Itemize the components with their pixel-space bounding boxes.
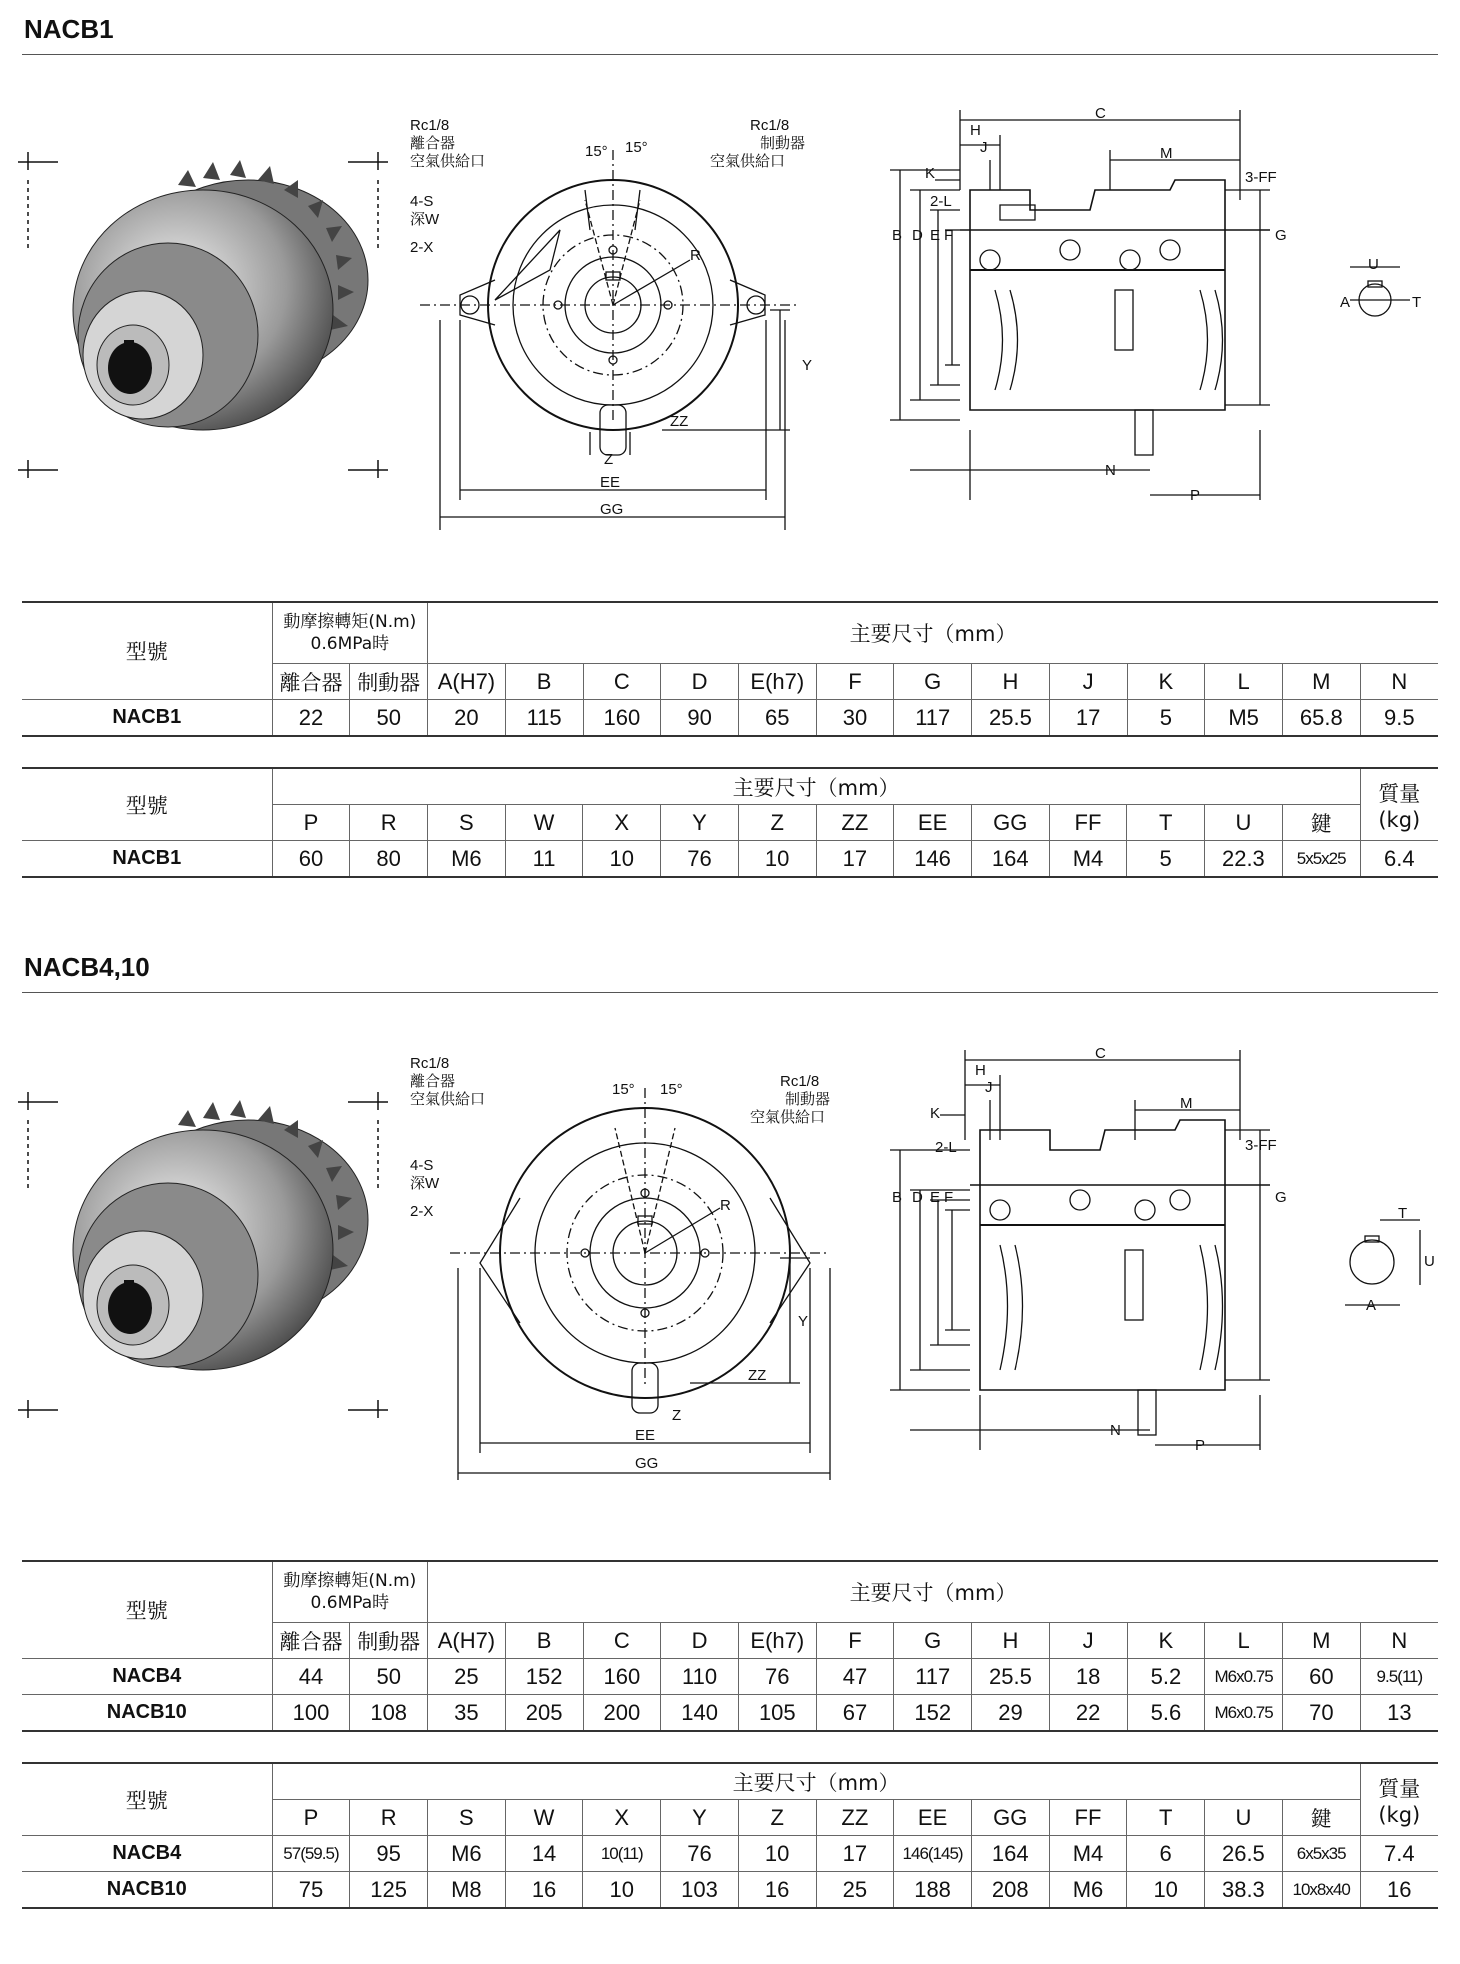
- table-cell: 22.3: [1205, 841, 1283, 878]
- table-cell: 57(59.5): [272, 1836, 350, 1872]
- product-photo: [18, 1080, 388, 1420]
- column-header: S: [428, 1800, 506, 1836]
- table-cell: 76: [738, 1659, 816, 1695]
- table-cell: 20: [428, 700, 506, 737]
- table-cell: 9.5(11): [1360, 1659, 1438, 1695]
- svg-text:Rc1/8: Rc1/8: [410, 117, 450, 134]
- svg-text:空氣供給口: 空氣供給口: [750, 1109, 826, 1126]
- model-cell: NACB1: [22, 841, 272, 878]
- table-cell: 10: [583, 841, 661, 878]
- column-header: G: [894, 1623, 972, 1659]
- model-header: 型號: [22, 768, 272, 841]
- table-cell: 25: [428, 1659, 506, 1695]
- table-cell: 5: [1127, 841, 1205, 878]
- svg-text:ZZ: ZZ: [670, 413, 689, 430]
- column-header: 鍵: [1282, 1800, 1360, 1836]
- svg-text:A: A: [1366, 1297, 1377, 1314]
- column-header: R: [350, 1800, 428, 1836]
- table-cell: 208: [971, 1872, 1049, 1909]
- column-header: E(h7): [738, 664, 816, 700]
- table-cell: 10: [1127, 1872, 1205, 1909]
- table-cell: 10: [738, 841, 816, 878]
- column-header: R: [350, 805, 428, 841]
- section-title: NACB4,10: [24, 952, 150, 982]
- table-cell: 22: [1049, 1695, 1127, 1732]
- table-cell: 140: [661, 1695, 739, 1732]
- table-cell: 160: [583, 700, 661, 737]
- svg-text:15°: 15°: [660, 1081, 683, 1098]
- front-view-drawing: [410, 117, 840, 520]
- svg-text:4-S: 4-S: [410, 193, 434, 210]
- table-cell: 16: [1360, 1872, 1438, 1909]
- section-divider: [22, 54, 1438, 55]
- column-header: J: [1049, 664, 1127, 700]
- section-title: NACB1: [24, 14, 114, 44]
- column-header: N: [1360, 1623, 1438, 1659]
- table-cell: 117: [894, 1659, 972, 1695]
- svg-text:空氣供給口: 空氣供給口: [710, 153, 786, 170]
- table-cell: M6: [428, 841, 506, 878]
- spec-table-torque: [22, 601, 1438, 737]
- shaft-key-detail: [1320, 1190, 1440, 1330]
- svg-text:Rc1/8: Rc1/8: [780, 1073, 820, 1090]
- column-header: 離合器: [272, 1623, 350, 1659]
- column-header: L: [1205, 664, 1283, 700]
- table-cell: 30: [816, 700, 894, 737]
- svg-text:ZZ: ZZ: [748, 1367, 767, 1384]
- column-header: M: [1282, 664, 1360, 700]
- table-cell: 47: [816, 1659, 894, 1695]
- column-header: ZZ: [816, 805, 894, 841]
- table-cell: 10: [738, 1836, 816, 1872]
- svg-text:E: E: [930, 1189, 941, 1206]
- table-cell: 5: [1127, 700, 1205, 737]
- table-cell: 10x8x40: [1282, 1872, 1360, 1909]
- svg-text:F: F: [944, 227, 954, 244]
- table-cell: M5: [1205, 700, 1283, 737]
- table-cell: 25: [816, 1872, 894, 1909]
- svg-text:H: H: [975, 1062, 986, 1079]
- model-header: 型號: [22, 1561, 272, 1659]
- svg-text:Y: Y: [802, 357, 813, 374]
- table-cell: 164: [971, 841, 1049, 878]
- svg-text:GG: GG: [600, 501, 624, 518]
- table-cell: 70: [1282, 1695, 1360, 1732]
- svg-text:U: U: [1424, 1253, 1435, 1270]
- table-row: [22, 700, 1438, 737]
- table-cell: 44: [272, 1659, 350, 1695]
- svg-text:B: B: [892, 1189, 903, 1206]
- table-cell: 160: [583, 1659, 661, 1695]
- table-cell: 18: [1049, 1659, 1127, 1695]
- column-header: F: [816, 664, 894, 700]
- table-cell: 110: [661, 1659, 739, 1695]
- torque-header: 動摩擦轉矩(N.m) 0.6MPa時: [272, 602, 427, 664]
- svg-text:離合器: 離合器: [410, 1073, 456, 1090]
- table-cell: M8: [428, 1872, 506, 1909]
- dimensions-header: 主要尺寸（mm）: [428, 602, 1438, 664]
- table-cell: 13: [1360, 1695, 1438, 1732]
- side-section-drawing: [870, 105, 1300, 504]
- column-header: A(H7): [428, 664, 506, 700]
- mass-header: 質量 (kg): [1360, 768, 1438, 841]
- svg-text:U: U: [1368, 256, 1379, 273]
- model-cell: NACB10: [22, 1695, 272, 1732]
- section-divider: [22, 992, 1438, 993]
- svg-text:EE: EE: [600, 474, 621, 491]
- table-cell: 75: [272, 1872, 350, 1909]
- svg-text:4-S: 4-S: [410, 1157, 434, 1174]
- column-header: C: [583, 664, 661, 700]
- svg-text:空氣供給口: 空氣供給口: [410, 1091, 486, 1108]
- side-section-drawing: [870, 1045, 1300, 1454]
- svg-text:F: F: [944, 1189, 954, 1206]
- table-cell: 50: [350, 1659, 428, 1695]
- table-cell: 17: [816, 1836, 894, 1872]
- svg-text:J: J: [980, 139, 988, 156]
- table-cell: 25.5: [972, 700, 1050, 737]
- svg-text:G: G: [1275, 1189, 1287, 1206]
- table-cell: 76: [661, 1836, 739, 1872]
- table-cell: 152: [505, 1659, 583, 1695]
- svg-text:15°: 15°: [585, 143, 608, 160]
- model-header: 型號: [22, 602, 272, 700]
- table-cell: 105: [738, 1695, 816, 1732]
- svg-text:N: N: [1110, 1422, 1121, 1439]
- table-cell: 200: [583, 1695, 661, 1732]
- table-cell: 7.4: [1360, 1836, 1438, 1872]
- svg-text:T: T: [1398, 1205, 1408, 1222]
- table-cell: 38.3: [1205, 1872, 1283, 1909]
- svg-text:2-L: 2-L: [930, 193, 952, 210]
- svg-text:深W: 深W: [410, 211, 440, 228]
- table-row: [22, 841, 1438, 878]
- column-header: A(H7): [428, 1623, 506, 1659]
- column-header: L: [1205, 1623, 1283, 1659]
- table-cell: 65.8: [1282, 700, 1360, 737]
- table-row: [22, 1836, 1438, 1872]
- svg-text:A: A: [1340, 294, 1351, 311]
- column-header: D: [661, 664, 739, 700]
- model-cell: NACB4: [22, 1836, 272, 1872]
- table-cell: 29: [972, 1695, 1050, 1732]
- column-header: GG: [971, 1800, 1049, 1836]
- table-cell: 146: [894, 841, 972, 878]
- svg-text:N: N: [1105, 462, 1116, 479]
- torque-header: 動摩擦轉矩(N.m) 0.6MPa時: [272, 1561, 427, 1623]
- svg-text:EE: EE: [635, 1427, 656, 1444]
- svg-text:G: G: [1275, 227, 1287, 244]
- table-cell: M6x0.75: [1205, 1659, 1283, 1695]
- column-header: G: [894, 664, 972, 700]
- column-header: Y: [661, 805, 739, 841]
- column-header: U: [1205, 805, 1283, 841]
- column-header: EE: [894, 1800, 972, 1836]
- product-photo: [18, 140, 388, 480]
- svg-text:E: E: [930, 227, 941, 244]
- svg-text:Z: Z: [604, 451, 614, 468]
- column-header: Y: [661, 1800, 739, 1836]
- table-cell: 6: [1127, 1836, 1205, 1872]
- table-cell: M4: [1049, 1836, 1127, 1872]
- svg-text:Y: Y: [798, 1313, 809, 1330]
- svg-text:D: D: [912, 227, 923, 244]
- table-cell: M4: [1049, 841, 1127, 878]
- table-cell: M6x0.75: [1205, 1695, 1283, 1732]
- column-header: B: [505, 664, 583, 700]
- svg-text:M: M: [1160, 145, 1173, 162]
- dimensions-header: 主要尺寸（mm）: [272, 1763, 1360, 1800]
- dimensions-header: 主要尺寸（mm）: [272, 768, 1360, 805]
- svg-text:離合器: 離合器: [410, 135, 456, 152]
- column-header: EE: [894, 805, 972, 841]
- column-header: J: [1049, 1623, 1127, 1659]
- column-header: 制動器: [350, 1623, 428, 1659]
- table-row: [22, 1872, 1438, 1909]
- column-header: W: [505, 805, 583, 841]
- table-cell: 22: [272, 700, 350, 737]
- column-header: C: [583, 1623, 661, 1659]
- table-cell: 5.2: [1127, 1659, 1205, 1695]
- table-cell: 164: [971, 1836, 1049, 1872]
- table-cell: 50: [350, 700, 428, 737]
- column-header: N: [1360, 664, 1438, 700]
- table-cell: 103: [661, 1872, 739, 1909]
- front-view-drawing: [410, 1055, 850, 1478]
- table-cell: 100: [272, 1695, 350, 1732]
- svg-text:R: R: [690, 247, 701, 264]
- table-cell: 80: [350, 841, 428, 878]
- column-header: FF: [1049, 805, 1127, 841]
- svg-text:C: C: [1095, 1045, 1106, 1062]
- table-cell: 90: [661, 700, 739, 737]
- column-header: X: [583, 1800, 661, 1836]
- table-row: [22, 1695, 1438, 1732]
- table-cell: 6x5x35: [1282, 1836, 1360, 1872]
- table-cell: 35: [428, 1695, 506, 1732]
- table-cell: 76: [661, 841, 739, 878]
- column-header: P: [272, 805, 350, 841]
- table-cell: M6: [428, 1836, 506, 1872]
- table-cell: 117: [894, 700, 972, 737]
- column-header: X: [583, 805, 661, 841]
- column-header: D: [661, 1623, 739, 1659]
- model-cell: NACB4: [22, 1659, 272, 1695]
- svg-text:GG: GG: [635, 1455, 659, 1472]
- column-header: T: [1127, 805, 1205, 841]
- column-header: K: [1127, 664, 1205, 700]
- column-header: 離合器: [272, 664, 350, 700]
- column-header: Z: [738, 805, 816, 841]
- column-header: FF: [1049, 1800, 1127, 1836]
- table-cell: M6: [1049, 1872, 1127, 1909]
- model-cell: NACB1: [22, 700, 272, 737]
- table-cell: 14: [505, 1836, 583, 1872]
- svg-text:3-FF: 3-FF: [1245, 1137, 1277, 1154]
- mass-header: 質量 (kg): [1360, 1763, 1438, 1836]
- svg-text:制動器: 制動器: [760, 135, 806, 152]
- svg-text:P: P: [1195, 1437, 1206, 1454]
- svg-text:制動器: 制動器: [785, 1091, 831, 1108]
- table-cell: 95: [350, 1836, 428, 1872]
- table-cell: 25.5: [972, 1659, 1050, 1695]
- column-header: Z: [738, 1800, 816, 1836]
- column-header: 鍵: [1282, 805, 1360, 841]
- svg-text:C: C: [1095, 105, 1106, 122]
- column-header: H: [972, 664, 1050, 700]
- svg-text:P: P: [1190, 487, 1201, 504]
- column-header: GG: [971, 805, 1049, 841]
- table-cell: 146(145): [894, 1836, 972, 1872]
- model-header: 型號: [22, 1763, 272, 1836]
- column-header: F: [816, 1623, 894, 1659]
- model-cell: NACB10: [22, 1872, 272, 1909]
- svg-text:R: R: [720, 1197, 731, 1214]
- table-cell: 9.5: [1360, 700, 1438, 737]
- svg-text:2-L: 2-L: [935, 1139, 957, 1156]
- svg-text:3-FF: 3-FF: [1245, 169, 1277, 186]
- table-cell: 125: [350, 1872, 428, 1909]
- table-cell: 60: [272, 841, 350, 878]
- spec-table-dimensions: [22, 1762, 1438, 1909]
- column-header: U: [1205, 1800, 1283, 1836]
- table-cell: 5x5x25: [1282, 841, 1360, 878]
- column-header: W: [505, 1800, 583, 1836]
- svg-text:T: T: [1412, 294, 1422, 311]
- svg-text:Rc1/8: Rc1/8: [750, 117, 790, 134]
- table-cell: 26.5: [1205, 1836, 1283, 1872]
- table-cell: 152: [894, 1695, 972, 1732]
- svg-text:B: B: [892, 227, 903, 244]
- column-header: ZZ: [816, 1800, 894, 1836]
- svg-text:K: K: [930, 1105, 941, 1122]
- svg-text:15°: 15°: [625, 139, 648, 156]
- svg-text:Rc1/8: Rc1/8: [410, 1055, 450, 1072]
- svg-text:2-X: 2-X: [410, 1203, 434, 1220]
- table-row: [22, 1659, 1438, 1695]
- spec-table-dimensions: [22, 767, 1438, 878]
- table-cell: 108: [350, 1695, 428, 1732]
- table-cell: 5.6: [1127, 1695, 1205, 1732]
- table-cell: 60: [1282, 1659, 1360, 1695]
- table-cell: 67: [816, 1695, 894, 1732]
- svg-text:H: H: [970, 122, 981, 139]
- table-cell: 205: [505, 1695, 583, 1732]
- table-cell: 115: [505, 700, 583, 737]
- table-cell: 10(11): [583, 1836, 661, 1872]
- table-cell: 188: [894, 1872, 972, 1909]
- table-cell: 17: [816, 841, 894, 878]
- table-cell: 11: [505, 841, 583, 878]
- svg-text:2-X: 2-X: [410, 239, 434, 256]
- dimensions-header: 主要尺寸（mm）: [428, 1561, 1438, 1623]
- svg-text:Z: Z: [672, 1407, 682, 1424]
- shaft-key-detail: [1320, 255, 1430, 335]
- column-header: S: [428, 805, 506, 841]
- column-header: P: [272, 1800, 350, 1836]
- svg-text:J: J: [985, 1079, 993, 1096]
- column-header: 制動器: [350, 664, 428, 700]
- column-header: H: [972, 1623, 1050, 1659]
- svg-text:M: M: [1180, 1095, 1193, 1112]
- column-header: T: [1127, 1800, 1205, 1836]
- table-cell: 16: [738, 1872, 816, 1909]
- column-header: K: [1127, 1623, 1205, 1659]
- spec-table-torque: [22, 1560, 1438, 1732]
- table-cell: 10: [583, 1872, 661, 1909]
- svg-text:K: K: [925, 165, 936, 182]
- table-cell: 17: [1049, 700, 1127, 737]
- table-cell: 6.4: [1360, 841, 1438, 878]
- table-cell: 16: [505, 1872, 583, 1909]
- svg-text:空氣供給口: 空氣供給口: [410, 153, 486, 170]
- svg-text:D: D: [912, 1189, 923, 1206]
- column-header: M: [1282, 1623, 1360, 1659]
- svg-text:深W: 深W: [410, 1175, 440, 1192]
- column-header: E(h7): [738, 1623, 816, 1659]
- svg-text:15°: 15°: [612, 1081, 635, 1098]
- column-header: B: [505, 1623, 583, 1659]
- table-cell: 65: [738, 700, 816, 737]
